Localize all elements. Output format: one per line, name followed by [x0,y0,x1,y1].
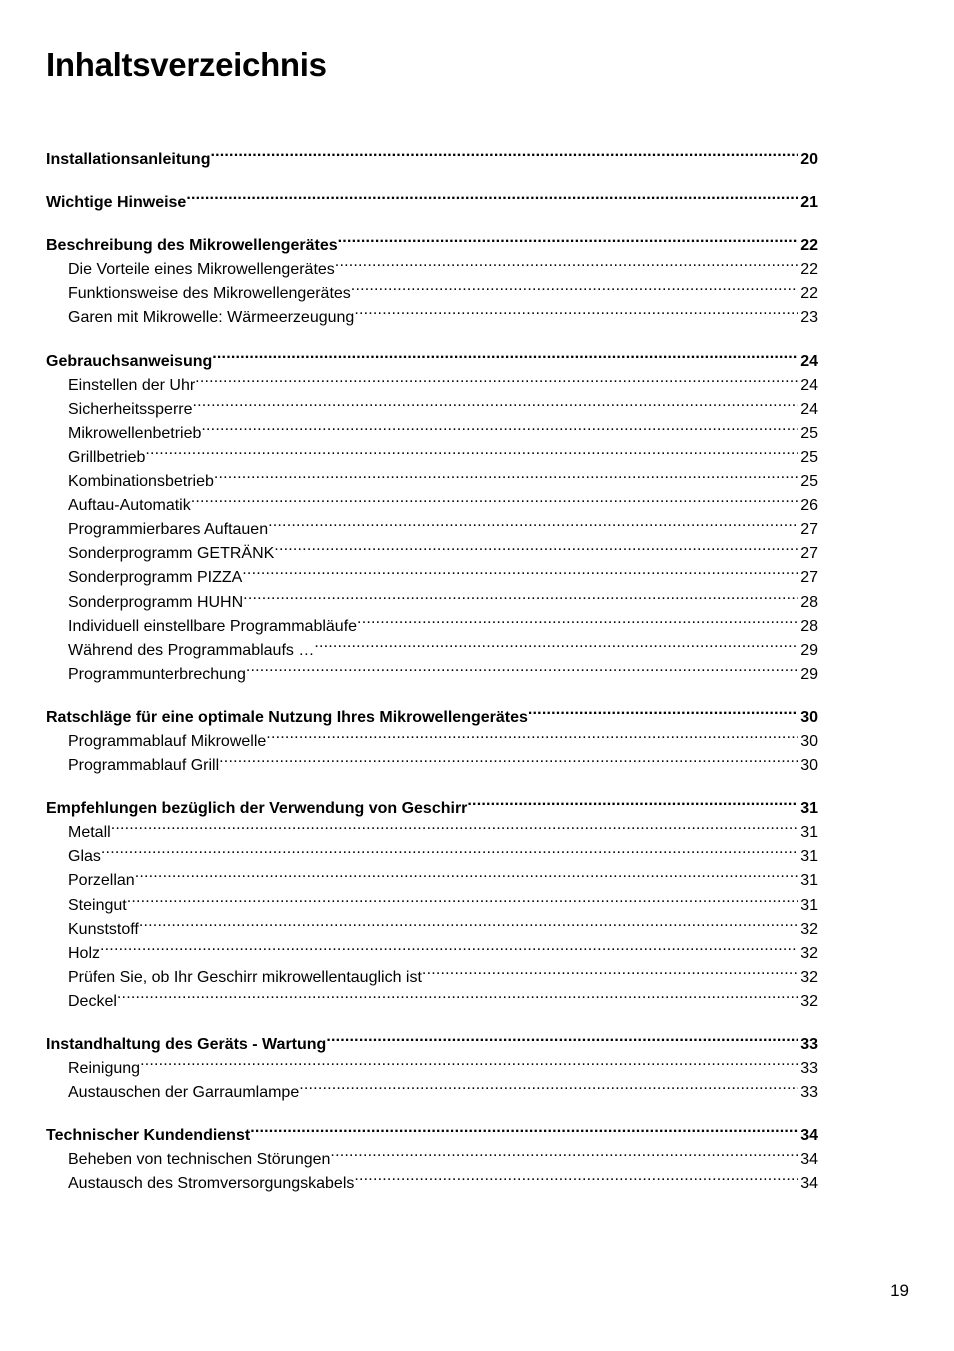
toc-subentry-title: Programmablauf Mikrowelle [68,732,267,750]
toc-entry-sub[interactable] [46,438,818,466]
toc-entry-page: 34 [800,1127,818,1145]
toc-entry-sub[interactable] [46,813,818,842]
toc-leader-dots [195,366,798,390]
toc-subentry-title: Beheben von technischen Störungen [68,1151,331,1169]
toc-leader-dots [139,910,798,934]
toc-leader-dots [193,390,799,414]
toc-subentry-page: 32 [800,992,818,1010]
toc-leader-dots [338,226,799,250]
toc-leader-dots [246,655,798,679]
toc-subentry-page: 34 [800,1175,818,1193]
toc-subentry-title: Porzellan [68,872,135,890]
toc-subentry-title: Kombinationsbetrieb [68,473,214,491]
toc-leader-dots [117,982,798,1006]
toc-leader-dots [268,510,798,534]
toc-subentry-title: Programmablauf Grill [68,757,220,775]
toc-subentry-title: Holz [68,944,101,962]
toc-subentry-title: Sonderprogramm HUHN [68,593,244,611]
toc-leader-dots [186,183,798,207]
toc-leader-dots [467,789,798,813]
toc-leader-dots [140,1049,798,1073]
toc-leader-dots [266,722,798,746]
toc-leader-dots [335,250,798,274]
toc-subentry-page: 32 [800,944,818,962]
toc-subentry-page: 24 [800,376,818,394]
toc-entry-main[interactable] [46,342,818,370]
toc-leader-dots [127,886,798,910]
toc-leader-dots [111,813,799,837]
toc-entry-title: Wichtige Hinweise [46,194,187,212]
toc-entry-sub[interactable] [46,886,818,914]
toc-entry-sub[interactable] [46,1073,818,1102]
toc-subentry-page: 33 [800,1084,818,1102]
toc-entry-main[interactable] [46,1116,818,1145]
toc-entry-page: 33 [800,1036,818,1053]
toc-subentry-page: 31 [800,848,818,866]
toc-entry-main[interactable] [46,1025,818,1053]
toc-section [46,183,818,212]
toc-entry-page: 31 [800,800,818,818]
toc-leader-dots [201,414,798,438]
toc-leader-dots [422,958,798,982]
toc-leader-dots [326,1025,798,1049]
toc-subentry-title: Prüfen Sie, ob Ihr Geschirr mikrowellentauglich ist [68,968,422,986]
toc-entry-sub[interactable] [46,910,818,938]
toc-subentry-page: 31 [800,896,818,914]
toc-entry-page: 21 [800,194,818,212]
toc-subentry-page: 29 [800,665,818,683]
toc-entry-sub[interactable] [46,934,818,962]
toc-subentry-page: 28 [800,617,818,635]
toc-entry-page: 22 [800,237,818,255]
toc-entry-page: 30 [800,708,818,726]
toc-leader-dots [212,342,798,366]
page-number: 19 [890,1281,909,1300]
toc-leader-dots [214,462,798,486]
toc-entry-main[interactable] [46,226,818,255]
toc-leader-dots [145,438,798,462]
toc-entry-title: Installationsanleitung [46,151,211,168]
toc-subentry-title: Auftau-Automatik [68,497,191,515]
toc-subentry-page: 27 [800,569,818,587]
toc-subentry-page: 33 [800,1060,818,1078]
toc-subentry-title: Einstellen der Uhr [68,376,196,394]
toc-entry-main[interactable] [46,140,818,168]
toc-leader-dots [354,298,798,322]
toc-section [46,1025,818,1102]
toc-section [46,1116,818,1193]
toc-subentry-page: 25 [800,473,818,491]
toc-leader-dots [528,698,798,722]
toc-leader-dots [191,486,798,510]
toc-subentry-page: 24 [800,400,818,418]
toc-subentry-title: Die Vorteile eines Mikrowellengerätes [68,261,335,279]
toc-entry-title: Beschreibung des Mikrowellengerätes [46,237,338,255]
toc-entry-sub[interactable] [46,462,818,491]
toc-leader-dots [100,934,798,958]
toc-leader-dots [354,1164,798,1188]
toc-subentry-page: 29 [800,641,818,659]
toc-leader-dots [210,140,798,164]
toc-subentry-page: 31 [800,824,818,842]
toc-leader-dots [242,558,798,582]
toc-subentry-title: Sicherheitssperre [68,400,193,418]
toc-leader-dots [274,534,798,558]
toc-leader-dots [219,746,798,770]
toc-subentry-page: 30 [800,757,818,775]
toc-subentry-title: Während des Programmablaufs … [68,641,315,659]
toc-subentry-page: 26 [800,497,818,515]
table-of-contents [46,140,818,1208]
toc-entry-main[interactable] [46,183,818,212]
toc-entry-main[interactable] [46,698,818,726]
toc-entry-sub[interactable] [46,958,818,986]
toc-subentry-page: 25 [800,424,818,442]
toc-leader-dots [357,607,798,631]
toc-entry-title: Empfehlungen bezüglich der Verwendung von Geschirr [46,800,468,818]
toc-subentry-title: Programmunterbrechung [68,665,246,683]
toc-subentry-title: Sonderprogramm GETRÄNK [68,545,275,563]
toc-entry-sub[interactable] [46,982,818,1010]
toc-entry-sub[interactable] [46,861,818,890]
toc-leader-dots [135,861,799,885]
toc-leader-dots [250,1116,798,1140]
toc-subentry-title: Individuell einstellbare Programmabläufe [68,617,358,635]
toc-leader-dots [243,583,798,607]
toc-entry-title: Ratschläge für eine optimale Nutzung Ihres Mikrowellengerätes [46,708,528,726]
toc-entry-title: Technischer Kundendienst [46,1127,251,1145]
toc-entry-title: Gebrauchsanweisung [46,352,213,370]
toc-subentry-page: 34 [800,1151,818,1169]
toc-subentry-page: 25 [800,448,818,466]
toc-leader-dots [299,1073,798,1097]
toc-subentry-title: Mikrowellenbetrieb [68,424,202,442]
toc-entry-sub[interactable] [46,837,818,866]
toc-leader-dots [330,1140,798,1164]
toc-section [46,140,818,168]
toc-leader-dots [351,274,798,298]
toc-subentry-title: Austauschen der Garraumlampe [68,1084,300,1102]
toc-subentry-title: Grillbetrieb [68,448,146,466]
toc-subentry-page: 22 [800,285,818,303]
toc-section [46,789,818,1010]
toc-subentry-page: 27 [800,521,818,539]
toc-section [46,698,818,775]
toc-subentry-page: 32 [800,920,818,938]
toc-subentry-page: 32 [800,968,818,986]
toc-subentry-title: Reinigung [68,1060,141,1078]
toc-section [46,342,818,683]
toc-entry-page: 20 [800,151,818,168]
toc-subentry-page: 22 [800,261,818,279]
toc-subentry-title: Metall [68,824,111,842]
toc-subentry-title: Funktionsweise des Mikrowellengerätes [68,285,351,303]
toc-entry-page: 24 [800,352,818,370]
toc-subentry-title: Glas [68,848,101,866]
toc-entry-main[interactable] [46,789,818,818]
toc-subentry-title: Sonderprogramm PIZZA [68,569,243,587]
toc-section [46,226,818,327]
toc-subentry-title: Austausch des Stromversorgungskabels [68,1175,355,1193]
toc-subentry-page: 27 [800,545,818,563]
toc-subentry-page: 30 [800,732,818,750]
toc-subentry-page: 31 [800,872,818,890]
toc-leader-dots [314,631,798,655]
toc-entry-sub[interactable] [46,1049,818,1078]
toc-leader-dots [101,837,798,861]
toc-subentry-title: Kunststoff [68,920,139,938]
toc-subentry-title: Steingut [68,896,127,914]
toc-entry-title: Instandhaltung des Geräts - Wartung [46,1036,327,1053]
toc-subentry-title: Garen mit Mikrowelle: Wärmeerzeugung [68,309,355,327]
toc-subentry-page: 28 [800,593,818,611]
toc-subentry-title: Deckel [68,992,117,1010]
toc-subentry-page: 23 [800,309,818,327]
page-title: Inhaltsverzeichnis [46,46,327,83]
toc-subentry-title: Programmierbares Auftauen [68,521,269,539]
